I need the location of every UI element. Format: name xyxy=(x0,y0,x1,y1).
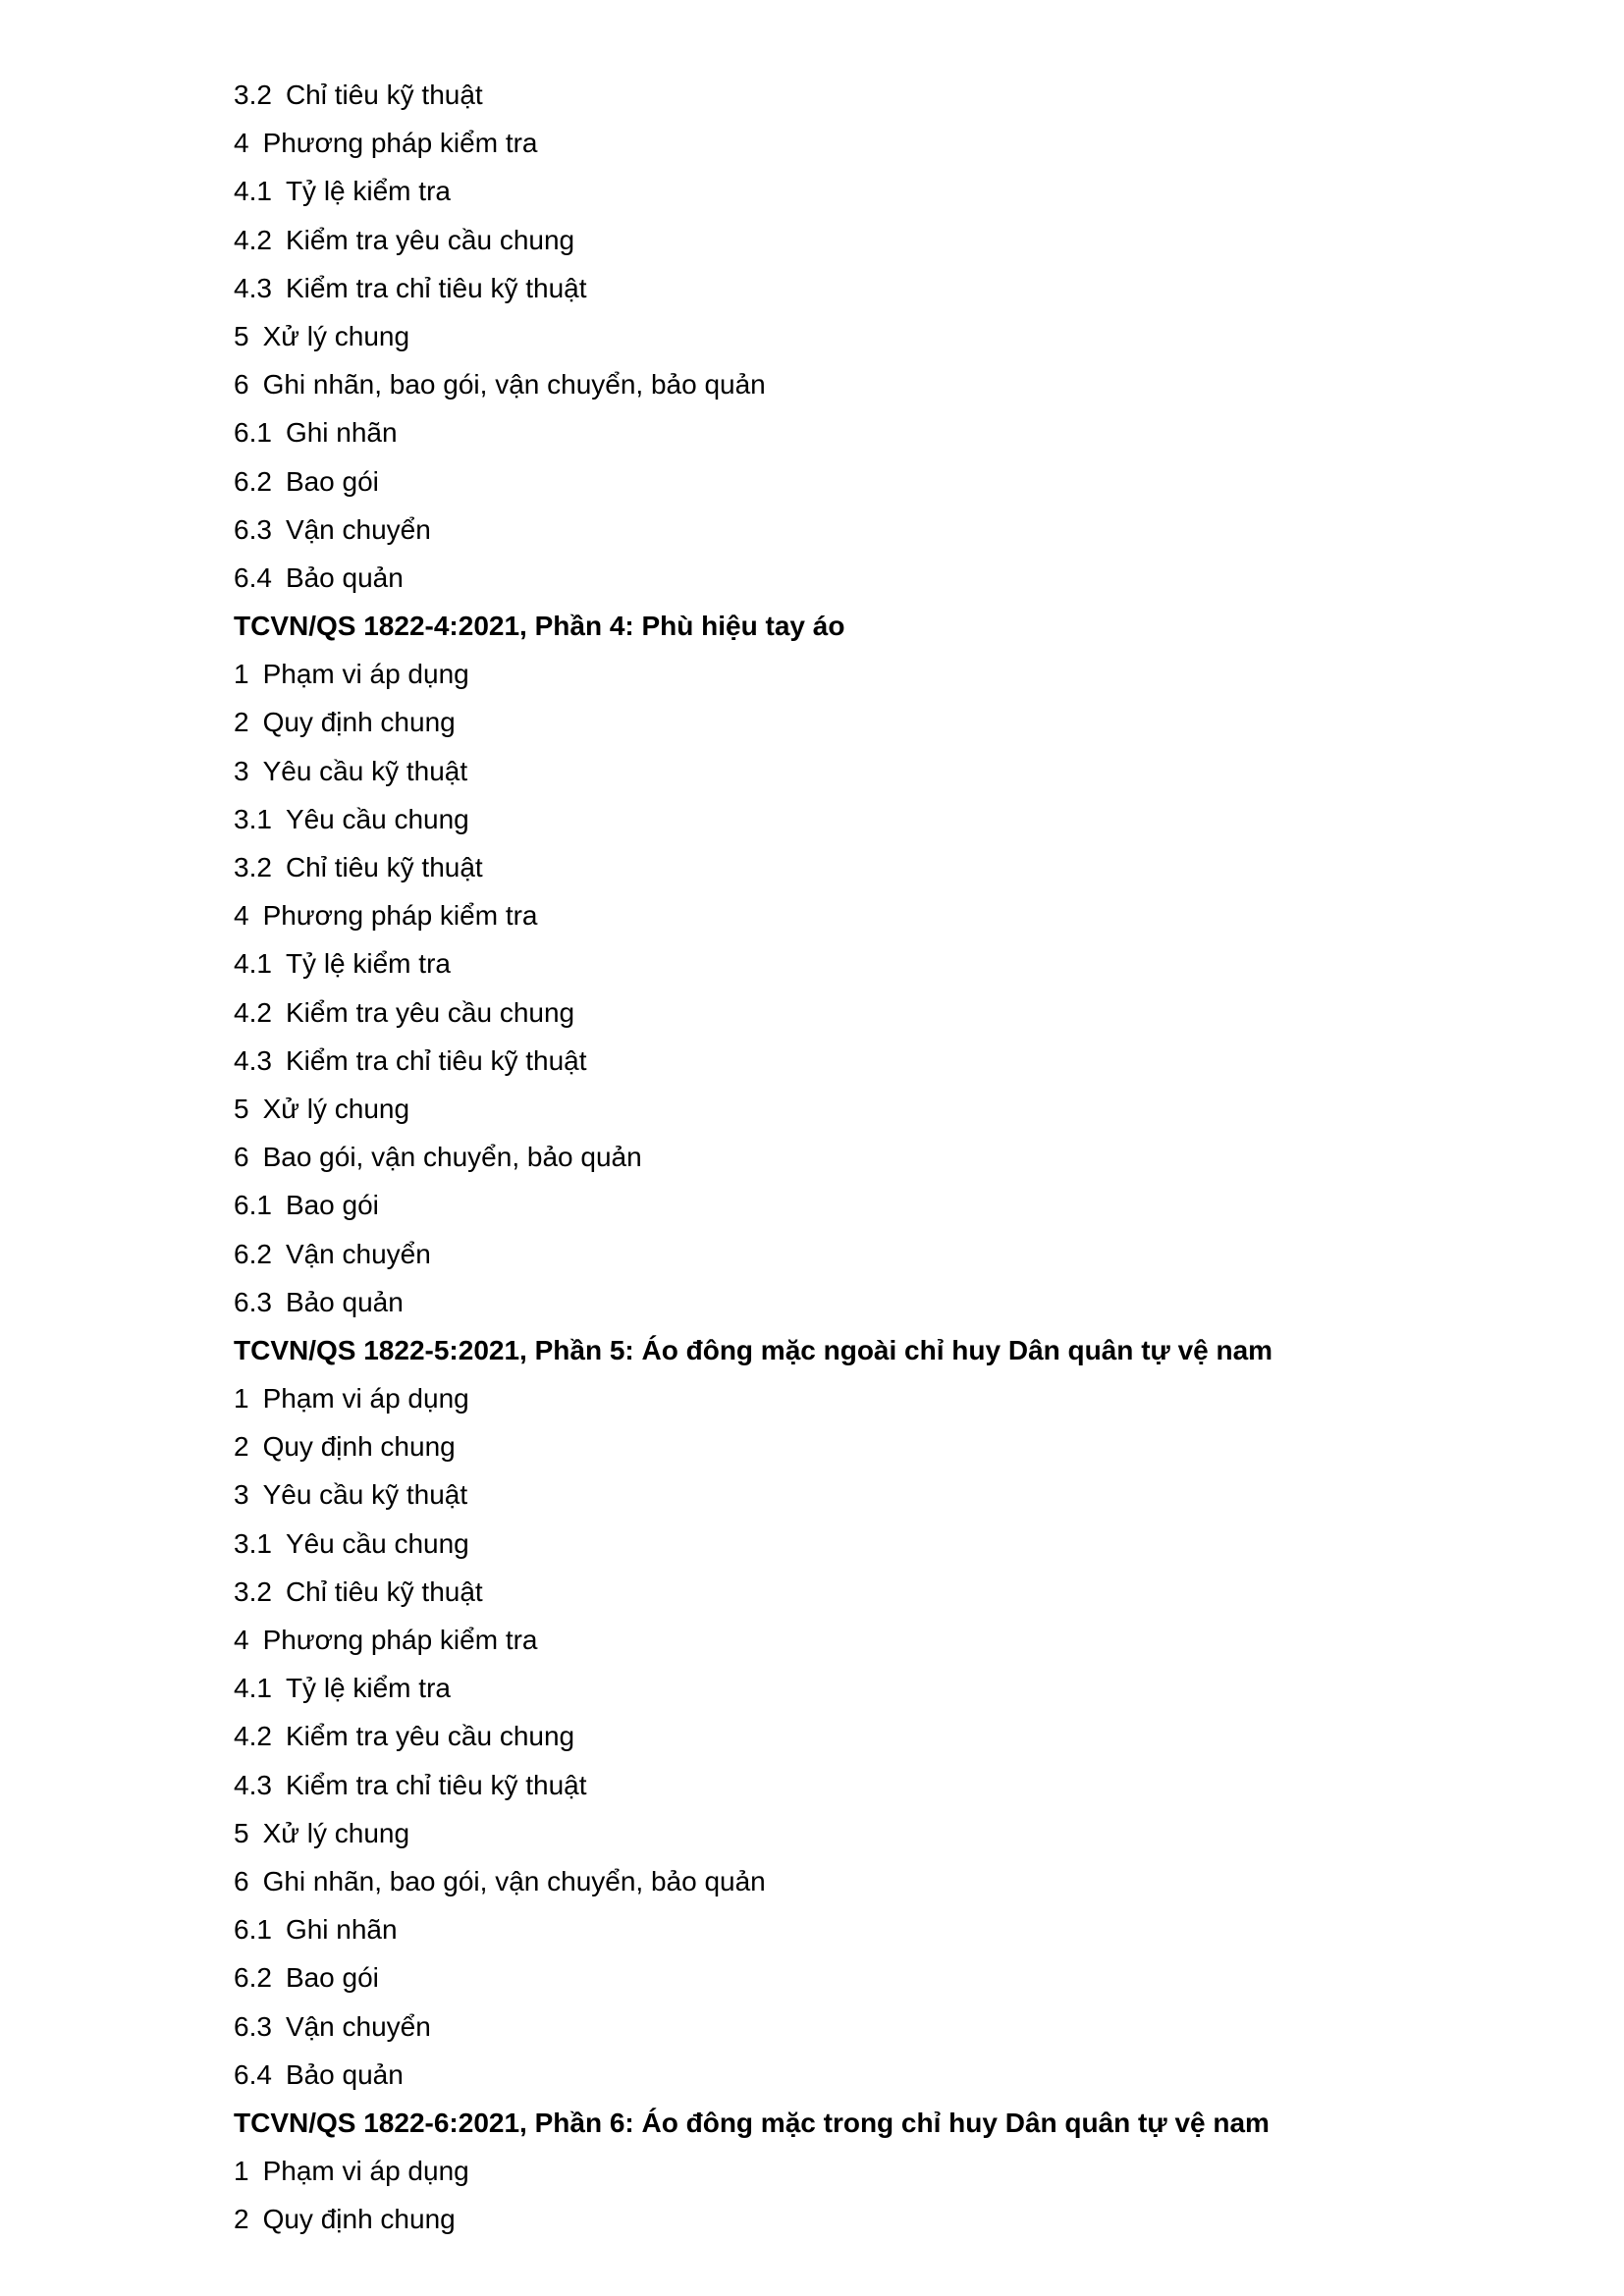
toc-entry-text: Chỉ tiêu kỹ thuật xyxy=(285,80,483,110)
toc-entry-text: Phạm vi áp dụng xyxy=(262,1383,469,1415)
toc-entry-text: Ghi nhãn, bao gói, vận chuyển, bảo quản xyxy=(262,369,766,400)
toc-entry xyxy=(234,1664,1510,1712)
toc-entry xyxy=(234,312,1510,360)
toc-entry-number: 4.1 xyxy=(234,948,272,980)
toc-entry xyxy=(234,650,1510,698)
toc-entry xyxy=(234,2195,1510,2243)
toc-entry-text: Kiểm tra yêu cầu chung xyxy=(285,996,575,1028)
toc-entry-number: 6.4 xyxy=(234,2058,272,2090)
toc-entry-text: Kiểm tra yêu cầu chung xyxy=(285,224,575,255)
toc-entry xyxy=(234,1278,1510,1326)
toc-entry-number: 3.1 xyxy=(234,1527,272,1559)
toc-entry-text: Yêu cầu kỹ thuật xyxy=(262,1479,468,1511)
section-heading xyxy=(234,1326,1510,1374)
toc-entry-text: Kiểm tra chỉ tiêu kỹ thuật xyxy=(285,1044,587,1076)
toc-entry-text: Bao gói xyxy=(285,1190,379,1221)
toc-entry-text: Bảo quản xyxy=(285,1286,404,1317)
toc-entry xyxy=(234,506,1510,554)
toc-entry xyxy=(234,1085,1510,1133)
toc-entry-number: 4.3 xyxy=(234,1769,272,1800)
toc-entry-number: 3.2 xyxy=(234,852,272,882)
toc-entry xyxy=(234,891,1510,939)
toc-entry-text: Bảo quản xyxy=(285,2058,404,2090)
toc-entry-number: 2 xyxy=(234,2204,249,2235)
toc-entry-text: Xử lý chung xyxy=(262,1093,410,1124)
toc-entry-number: 3.2 xyxy=(234,80,272,110)
toc-entry-number: 6.4 xyxy=(234,561,272,593)
toc-entry-number: 5 xyxy=(234,1817,249,1848)
toc-entry xyxy=(234,360,1510,408)
toc-entry-text: Phạm vi áp dụng xyxy=(262,2156,469,2187)
toc-entry xyxy=(234,795,1510,843)
toc-entry xyxy=(234,216,1510,264)
toc-entry-text: Kiểm tra chỉ tiêu kỹ thuật xyxy=(285,272,587,303)
toc-entry-number: 1 xyxy=(234,1383,249,1415)
toc-entry-number: 4 xyxy=(234,900,249,932)
toc-entry xyxy=(234,1374,1510,1422)
toc-entry-text: Tỷ lệ kiểm tra xyxy=(285,176,451,207)
toc-entry-text: Ghi nhãn xyxy=(285,417,398,449)
toc-entry xyxy=(234,988,1510,1037)
toc-entry-number: 4.2 xyxy=(234,996,272,1028)
toc-entry-number: 6.2 xyxy=(234,465,272,497)
toc-entry xyxy=(234,554,1510,602)
toc-entry xyxy=(234,167,1510,215)
toc-entry-number: 6.1 xyxy=(234,417,272,449)
toc-entry-text: Phương pháp kiểm tra xyxy=(262,128,538,159)
toc-entry-text: Kiểm tra yêu cầu chung xyxy=(285,1721,575,1752)
toc-entry-text: Ghi nhãn, bao gói, vận chuyển, bảo quản xyxy=(262,1865,766,1896)
toc-entry-text: Yêu cầu kỹ thuật xyxy=(262,755,468,786)
toc-entry-number: 4.3 xyxy=(234,1044,272,1076)
toc-entry xyxy=(234,457,1510,506)
section-heading-text: TCVN/QS 1822-4:2021, Phần 4: Phù hiệu tay áo xyxy=(234,611,845,642)
toc-entry-number: 3 xyxy=(234,1479,249,1511)
toc-entry-number: 4.2 xyxy=(234,1721,272,1752)
toc-entry-number: 6.1 xyxy=(234,1914,272,1946)
toc-entry xyxy=(234,747,1510,795)
toc-entry xyxy=(234,843,1510,891)
toc-entry xyxy=(234,71,1510,119)
toc-entry-text: Bảo quản xyxy=(285,561,404,593)
toc-entry xyxy=(234,698,1510,746)
toc-entry-number: 6 xyxy=(234,1865,249,1896)
toc-entry xyxy=(234,1520,1510,1568)
toc-entry-text: Xử lý chung xyxy=(262,1817,410,1848)
toc-entry-text: Phương pháp kiểm tra xyxy=(262,900,538,932)
toc-entry-text: Bao gói xyxy=(285,465,379,497)
toc-entry-number: 5 xyxy=(234,1093,249,1124)
toc-entry xyxy=(234,1470,1510,1519)
toc-entry-number: 5 xyxy=(234,320,249,351)
section-heading-text: TCVN/QS 1822-6:2021, Phần 6: Áo đông mặc trong chỉ huy Dân quân tự vệ nam xyxy=(234,2107,1270,2138)
toc-entry-number: 6.3 xyxy=(234,2010,272,2042)
toc-entry-number: 3.2 xyxy=(234,1575,272,1607)
toc-entry xyxy=(234,1712,1510,1760)
toc-entry xyxy=(234,1230,1510,1278)
toc-entry-text: Bao gói, vận chuyển, bảo quản xyxy=(262,1142,642,1173)
toc-entry-text: Quy định chung xyxy=(262,707,456,738)
toc-entry-number: 4 xyxy=(234,1625,249,1655)
toc-entry-number: 6.3 xyxy=(234,1286,272,1317)
toc-entry-number: 3.1 xyxy=(234,803,272,834)
toc-entry xyxy=(234,1905,1510,1953)
toc-entry-text: Phương pháp kiểm tra xyxy=(262,1625,538,1655)
toc-entry-number: 6.2 xyxy=(234,1962,272,1994)
toc-entry xyxy=(234,2051,1510,2099)
toc-entry-text: Vận chuyển xyxy=(285,1238,431,1269)
toc-entry-number: 6 xyxy=(234,369,249,400)
toc-entry-text: Yêu cầu chung xyxy=(285,1527,469,1559)
toc-entry-number: 3 xyxy=(234,755,249,786)
toc-entry xyxy=(234,408,1510,456)
toc-entry-number: 4 xyxy=(234,128,249,159)
toc-entry xyxy=(234,2002,1510,2051)
toc-entry xyxy=(234,1422,1510,1470)
toc-entry-text: Quy định chung xyxy=(262,1431,456,1463)
toc-entry xyxy=(234,1037,1510,1085)
toc-entry-number: 6.2 xyxy=(234,1238,272,1269)
toc-entry-text: Xử lý chung xyxy=(262,320,410,351)
toc-entry-text: Tỷ lệ kiểm tra xyxy=(285,1673,451,1704)
toc-entry-number: 6 xyxy=(234,1142,249,1173)
toc-entry-number: 6.1 xyxy=(234,1190,272,1221)
toc-entry xyxy=(234,1761,1510,1809)
toc-entry-text: Tỷ lệ kiểm tra xyxy=(285,948,451,980)
toc-entry xyxy=(234,1953,1510,2002)
toc-entry-text: Quy định chung xyxy=(262,2204,456,2235)
toc-entry-text: Yêu cầu chung xyxy=(285,803,469,834)
toc-entry xyxy=(234,1568,1510,1616)
table-of-contents xyxy=(234,71,1510,2243)
toc-entry-number: 4.1 xyxy=(234,176,272,207)
toc-entry-text: Bao gói xyxy=(285,1962,379,1994)
toc-entry-text: Phạm vi áp dụng xyxy=(262,659,469,690)
toc-entry xyxy=(234,264,1510,312)
toc-entry-number: 1 xyxy=(234,2156,249,2187)
toc-entry-number: 4.2 xyxy=(234,224,272,255)
toc-entry xyxy=(234,119,1510,167)
section-heading xyxy=(234,602,1510,650)
toc-entry-text: Vận chuyển xyxy=(285,513,431,545)
toc-entry-text: Vận chuyển xyxy=(285,2010,431,2042)
toc-entry-number: 2 xyxy=(234,707,249,738)
toc-entry xyxy=(234,1133,1510,1181)
toc-entry-number: 2 xyxy=(234,1431,249,1463)
toc-entry xyxy=(234,1181,1510,1229)
section-heading xyxy=(234,2099,1510,2147)
toc-entry-number: 4.3 xyxy=(234,272,272,303)
toc-entry-text: Chỉ tiêu kỹ thuật xyxy=(285,1575,483,1607)
toc-entry xyxy=(234,1616,1510,1664)
toc-entry-text: Kiểm tra chỉ tiêu kỹ thuật xyxy=(285,1769,587,1800)
toc-entry-number: 6.3 xyxy=(234,513,272,545)
toc-entry-text: Chỉ tiêu kỹ thuật xyxy=(285,852,483,882)
toc-entry-number: 1 xyxy=(234,659,249,690)
toc-entry xyxy=(234,939,1510,988)
toc-entry-text: Ghi nhãn xyxy=(285,1914,398,1946)
toc-entry xyxy=(234,2147,1510,2195)
toc-entry xyxy=(234,1809,1510,1857)
toc-entry xyxy=(234,1857,1510,1905)
toc-entry-number: 4.1 xyxy=(234,1673,272,1704)
section-heading-text: TCVN/QS 1822-5:2021, Phần 5: Áo đông mặc ngoài chỉ huy Dân quân tự vệ nam xyxy=(234,1334,1273,1365)
